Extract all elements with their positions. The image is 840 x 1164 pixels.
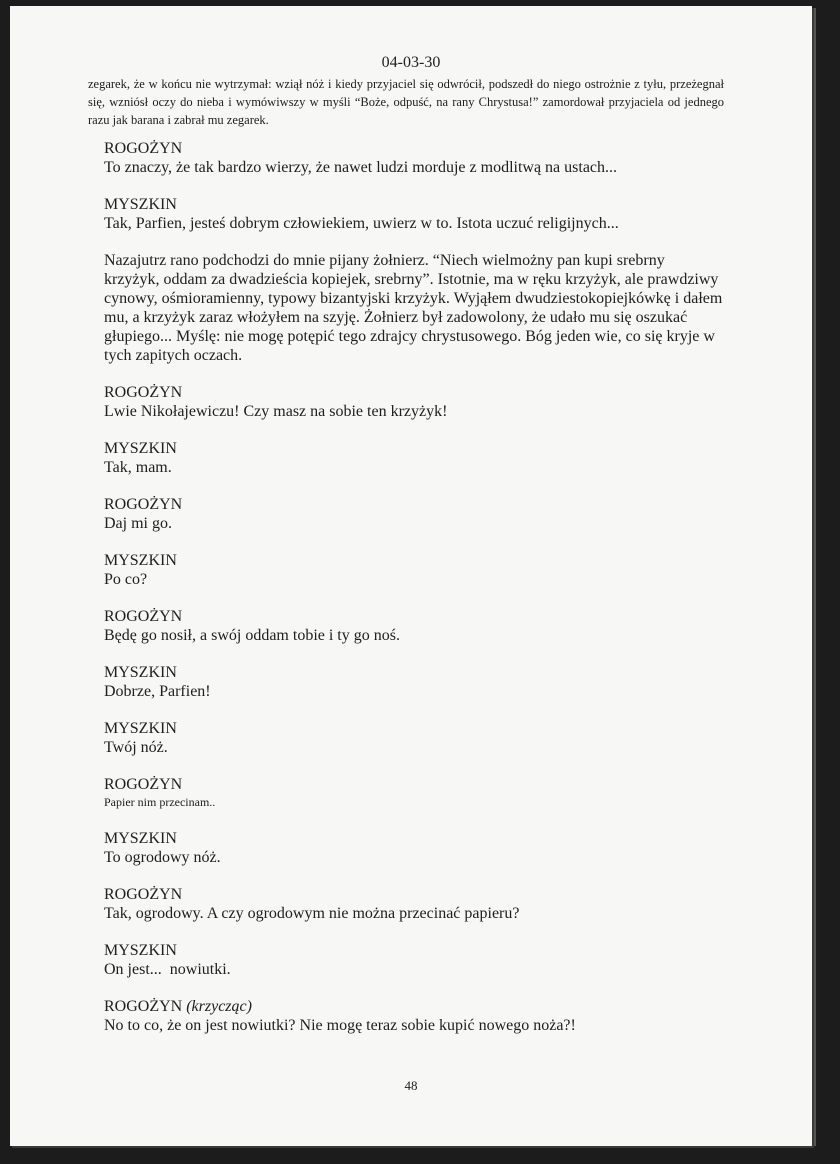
dialogue-block (104, 997, 724, 1035)
dialogue-line: Po co? (104, 571, 148, 588)
dialogue-block (104, 607, 724, 645)
dialogue-line: Tak, ogrodowy. A czy ogrodowym nie można przecinać papieru? (104, 905, 520, 922)
dialogue-block (104, 775, 724, 811)
dialogue-line: Dobrze, Parfien! (104, 683, 211, 700)
dialogue-block (104, 885, 724, 923)
dialogue-line: Lwie Nikołajewiczu! Czy masz na sobie ten krzyżyk! (104, 403, 448, 420)
speaker-name: MYSZKIN (104, 440, 177, 457)
dialogue-block (104, 941, 724, 979)
dialogue-section (104, 139, 724, 1053)
dialogue-line: Twój nóż. (104, 739, 168, 756)
dialogue-line: To znaczy, że tak bardzo wierzy, że nawet ludzi morduje z modlitwą na ustach... (104, 159, 618, 176)
speaker-name: MYSZKIN (104, 552, 177, 569)
dialogue-line: On jest... nowiutki. (104, 961, 231, 978)
speaker-name: MYSZKIN (104, 720, 177, 737)
narrative-block (104, 251, 724, 365)
dialogue-line: No to co, że on jest nowiutki? Nie mogę teraz sobie kupić nowego noża?! (104, 1017, 576, 1034)
dialogue-block (104, 551, 724, 589)
dialogue-block (104, 663, 724, 701)
dialogue-block (104, 439, 724, 477)
paper-edge-shadow (812, 8, 816, 1146)
dialogue-block (104, 383, 724, 421)
dialogue-line: Daj mi go. (104, 515, 172, 532)
speaker-name: ROGOŻYN (104, 776, 183, 793)
paper-sheet (10, 6, 812, 1146)
dialogue-line: Będę go nosił, a swój oddam tobie i ty go noś. (104, 627, 400, 644)
dialogue-block (104, 495, 724, 533)
dialogue-block (104, 195, 724, 233)
speaker-name: MYSZKIN (104, 830, 177, 847)
speaker-name: ROGOŻYN (104, 886, 183, 903)
dialogue-line: Tak, Parfien, jesteś dobrym człowiekiem, uwierz w to. Istota uczuć religijnych... (104, 215, 619, 232)
dialogue-line: To ogrodowy nóż. (104, 849, 221, 866)
speaker-name: ROGOŻYN (104, 384, 183, 401)
stage-direction: (krzycząc) (186, 998, 252, 1015)
speaker-name: MYSZKIN (104, 196, 177, 213)
page-number: 48 (404, 1078, 418, 1093)
page-header-date: 04-03-30 (381, 54, 441, 71)
speaker-name: ROGOŻYN (104, 496, 183, 513)
intro-paragraph: zegarek, że w końcu nie wytrzymał: wziął nóż i kiedy przyjaciel się odwrócił, podszedł do niego ostrożnie z tyłu, przeżegnał się, wzniósł oczy do nieba i wymówiwszy w myśli “Boże, odpuść, na rany Chrystusa!” zamordował przyjaciela od jednego razu jak barana i zabrał mu zegarek. (88, 77, 724, 127)
speaker-name: ROGOŻYN (104, 140, 183, 157)
dialogue-line: Tak, mam. (104, 459, 172, 476)
dialogue-block (104, 829, 724, 867)
narrative-paragraph: Nazajutrz rano podchodzi do mnie pijany żołnierz. “Niech wielmożny pan kupi srebrny krzyżyk, oddam za dwadzieścia kopiejek, srebrny”. Istotnie, ma w ręku krzyżyk, ale prawdziwy cynowy, ośmioramienny, typowy bizantyjski krzyżyk. Wyjąłem dwudziestokopiejkówkę i dałem mu, a krzyżyk zaraz włożyłem na szyję. Żołnierz był zadowolony, że udało mu się oszukać głupiego... Myślę: nie mogę potępić tego zdrajcy chrystusowego. Bóg jeden wie, co się kryje w tych zapitych oczach. (104, 252, 723, 364)
speaker-name: MYSZKIN (104, 942, 177, 959)
speaker-name: ROGOŻYN (104, 998, 183, 1015)
dialogue-block (104, 139, 724, 177)
speaker-name: ROGOŻYN (104, 608, 183, 625)
dialogue-line: Papier nim przecinam.. (104, 795, 216, 809)
dialogue-block (104, 719, 724, 757)
page-content (10, 6, 812, 1146)
speaker-name: MYSZKIN (104, 664, 177, 681)
speaker-line (104, 997, 724, 1016)
